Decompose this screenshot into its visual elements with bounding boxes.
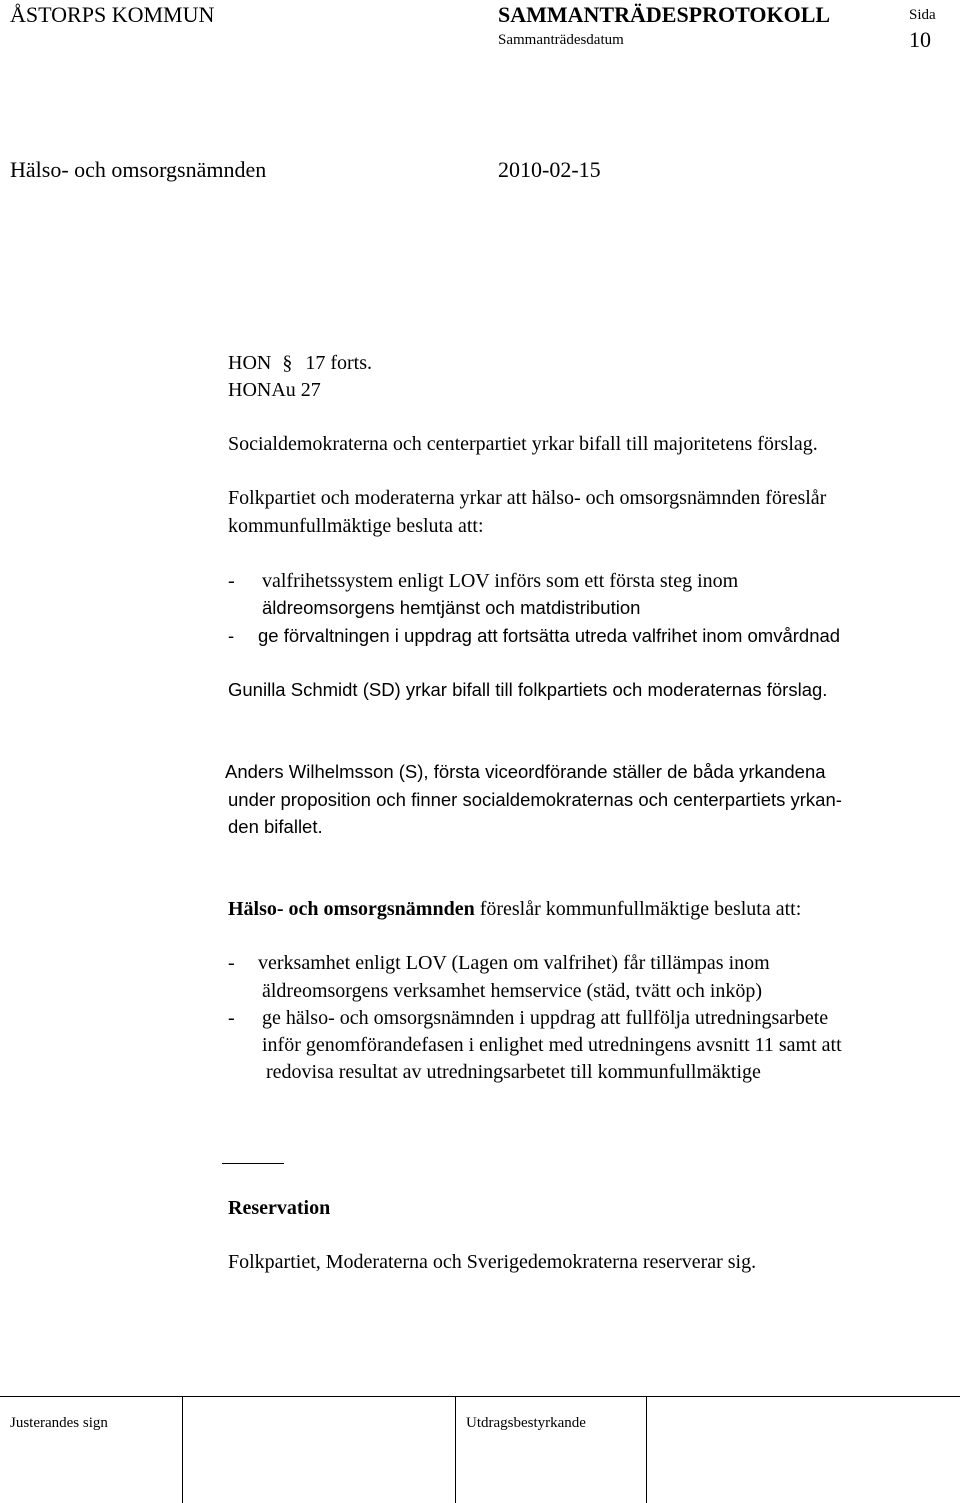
paragraph-majority: Socialdemokraterna och centerpartiet yrkar bifall till majoritetens förslag.: [228, 433, 818, 455]
decision-item2-line1: ge hälso- och omsorgsnämnden i uppdrag att fullfölja utredningsarbete: [262, 1007, 829, 1029]
section-suffix: 17 forts.: [305, 352, 373, 374]
decision-intro: [228, 895, 801, 923]
paragraph-proposal-line-1: Folkpartiet och moderaterna yrkar att hälso- och omsorgsnämnden föreslår: [228, 487, 827, 509]
section-divider: [222, 1163, 284, 1164]
list1-item2-dash: -: [228, 625, 235, 646]
footer-certification-label: Utdragsbestyrkande: [466, 1415, 586, 1431]
chair-line-3: den bifallet.: [228, 816, 323, 837]
paragraph-proposal-line-2: kommunfullmäktige besluta att:: [228, 515, 484, 537]
meeting-date: 2010-02-15: [498, 157, 601, 182]
footer-rule: [0, 1396, 960, 1397]
list1-item1-dash: -: [228, 570, 235, 592]
section-sign: §: [282, 352, 293, 374]
list1-item2-line1: ge förvaltningen i uppdrag att fortsätta utreda valfrihet inom omvårdnad: [258, 625, 841, 646]
decision-intro-text: föreslår kommunfullmäktige besluta att:: [474, 898, 802, 920]
footer-divider-3: [646, 1396, 647, 1503]
decision-item1-dash: -: [228, 952, 235, 974]
meeting-date-label: Sammanträdesdatum: [498, 32, 624, 48]
reservation-heading: Reservation: [228, 1197, 331, 1219]
chair-line-2: under proposition och finner socialdemokraternas och centerpartiets yrkan-: [228, 789, 842, 810]
list1-item1-line1: valfrihetssystem enligt LOV införs som ett första steg inom: [262, 570, 739, 592]
decision-item2-line2: inför genomförandefasen i enlighet med utredningens avsnitt 11 samt att: [262, 1034, 842, 1056]
footer-signature-label: Justerandes sign: [10, 1415, 108, 1431]
committee-name: Hälso- och omsorgsnämnden: [10, 157, 267, 182]
municipality-name: ÅSTORPS KOMMUN: [10, 2, 215, 27]
decision-intro-committee: Hälso- och omsorgsnämnden: [228, 898, 475, 920]
document-title: SAMMANTRÄDESPROTOKOLL: [498, 2, 831, 27]
decision-item2-dash: -: [228, 1007, 235, 1029]
decision-item1-line2: äldreomsorgens verksamhet hemservice (städ, tvätt och inköp): [262, 980, 763, 1002]
paragraph-sd-proposal: Gunilla Schmidt (SD) yrkar bifall till folkpartiets och moderaternas förslag.: [228, 679, 828, 700]
page-label: Sida: [909, 7, 936, 23]
reservation-text: Folkpartiet, Moderaterna och Sverigedemokraterna reserverar sig.: [228, 1251, 757, 1273]
footer-divider-2: [455, 1396, 456, 1503]
chair-line-1: Anders Wilhelmsson (S), första viceordförande ställer de båda yrkandena: [225, 761, 826, 782]
footer-divider-1: [182, 1396, 183, 1503]
section-prefix: HON: [228, 352, 272, 374]
subcommittee-reference: HONAu 27: [228, 379, 321, 401]
decision-item1-line1: verksamhet enligt LOV (Lagen om valfrihet) får tillämpas inom: [258, 952, 770, 974]
page-number: 10: [909, 27, 931, 52]
list1-item1-line2: äldreomsorgens hemtjänst och matdistribution: [262, 597, 641, 618]
section-reference: [228, 349, 372, 377]
decision-item2-line3: redovisa resultat av utredningsarbetet till kommunfullmäktige: [266, 1061, 761, 1083]
